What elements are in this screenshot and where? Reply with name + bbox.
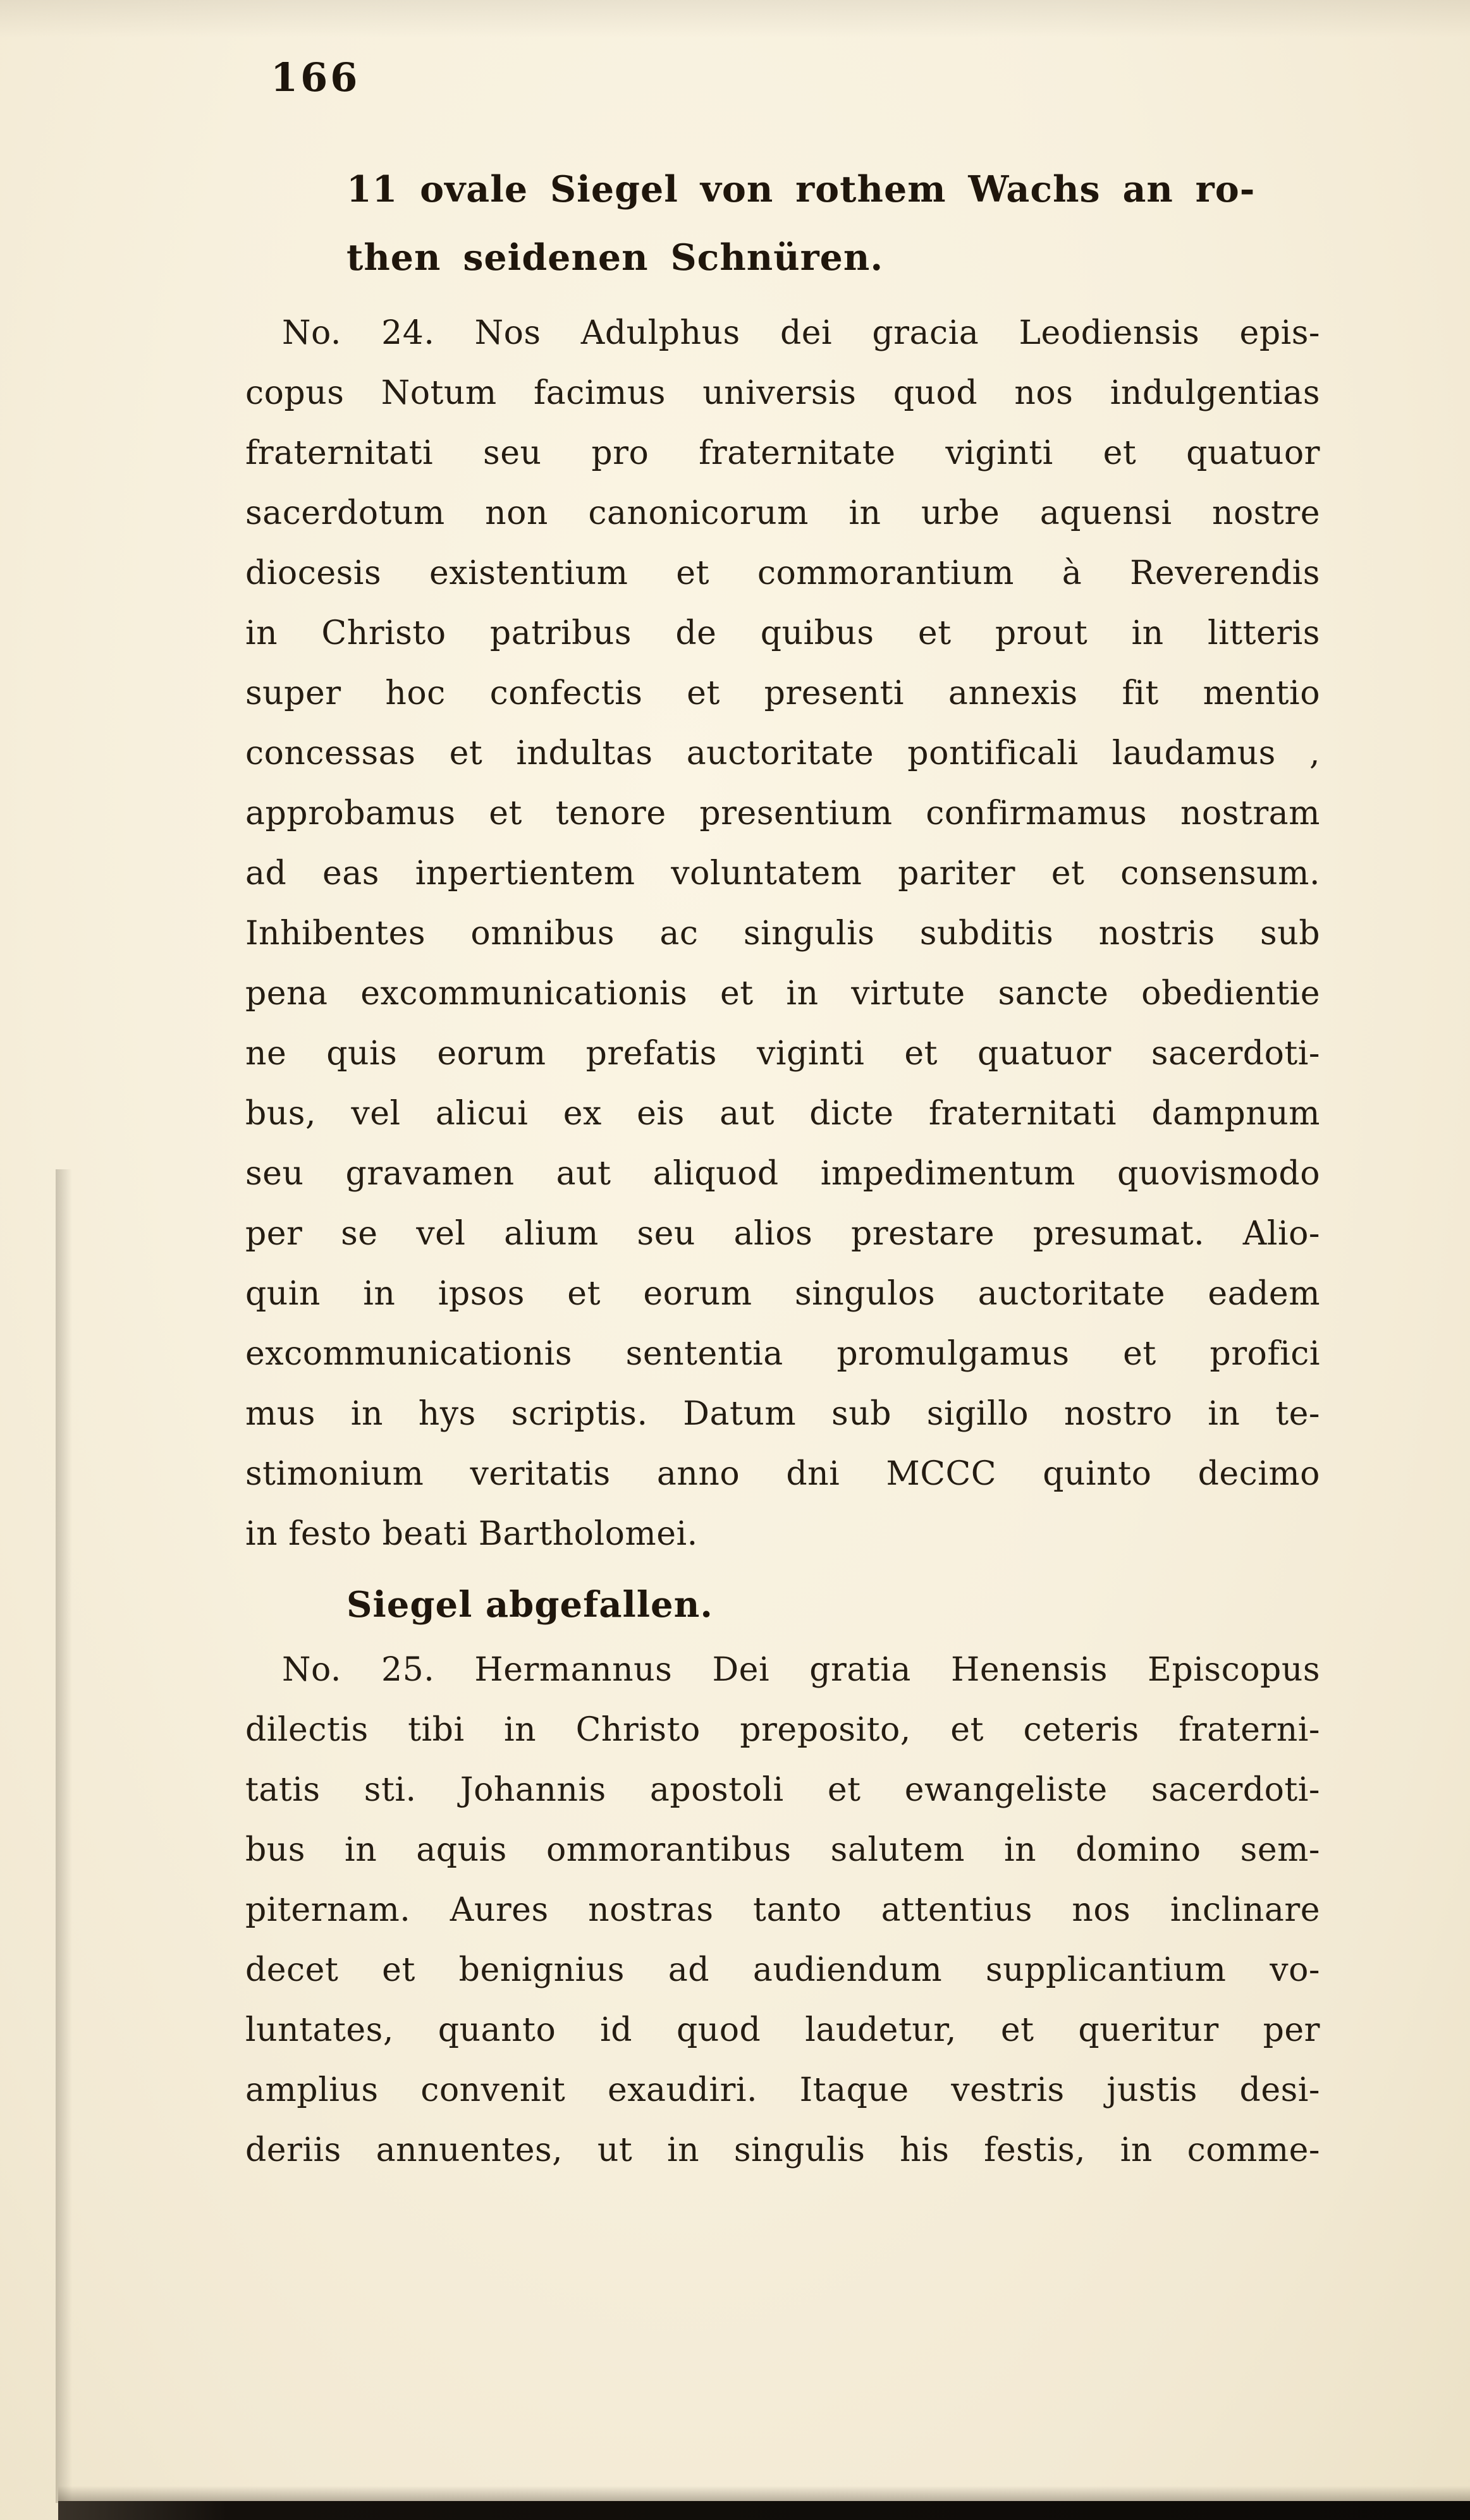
text-line: in festo beati Bartholomei. [245, 1515, 698, 1553]
scan-shadow-top [0, 0, 1470, 38]
text-line: bus in aquis ommorantibus salutem in domino sem- [245, 1831, 1320, 1869]
seal-note: Siegel abgefallen. [346, 1584, 713, 1626]
text-line: piternam. Aures nostras tanto attentius nos inclinare [245, 1891, 1320, 1929]
text-line: per se vel alium seu alios prestare presumat. Alio- [245, 1215, 1320, 1253]
text-line: excommunicationis sententia promulgamus et profici [245, 1335, 1320, 1373]
entry-no-25 [245, 1640, 1320, 2181]
entry-no-24 [245, 303, 1320, 1564]
text-line: pena excommunicationis et in virtute sancte obedientie [245, 975, 1320, 1013]
text-line: super hoc confectis et presenti annexis fit mentio [245, 674, 1320, 712]
text-line: approbamus et tenore presentium confirmamus nostram [245, 794, 1320, 832]
text-line: dilectis tibi in Christo preposito, et ceteris fraterni- [245, 1711, 1320, 1749]
text-line: quin in ipsos et eorum singulos auctoritate eadem [245, 1275, 1320, 1313]
text-line: No. 24. Nos Adulphus dei gracia Leodiensis epis- [282, 314, 1320, 352]
text-line: sacerdotum non canonicorum in urbe aquensi nostre [245, 494, 1320, 532]
page-number: 166 [271, 54, 360, 100]
text-line: bus, vel alicui ex eis aut dicte fraternitati dampnum [245, 1095, 1320, 1133]
text-line: copus Notum facimus universis quod nos indulgentias [245, 374, 1320, 412]
text-line: mus in hys scriptis. Datum sub sigillo nostro in te- [245, 1395, 1320, 1433]
text-line: amplius convenit exaudiri. Itaque vestris justis desi- [245, 2071, 1320, 2109]
text-column [245, 155, 1320, 2181]
scan-edge-fade [58, 2486, 1470, 2502]
scan-shadow-left [56, 1169, 72, 2503]
text-line: diocesis existentium et commorantium à Reverendis [245, 554, 1320, 592]
text-line: stimonium veritatis anno dni MCCC quinto decimo [245, 1455, 1320, 1493]
text-line: deriis annuentes, ut in singulis his festis, in comme- [245, 2131, 1320, 2169]
text-line: seu gravamen aut aliquod impedimentum quovismodo [245, 1155, 1320, 1193]
scan-edge-bottom [58, 2501, 1470, 2520]
text-line: Inhibentes omnibus ac singulis subditis nostris sub [245, 915, 1320, 953]
heading-line: 11 ovale Siegel von rothem Wachs an ro- [346, 168, 1256, 210]
text-line: No. 25. Hermannus Dei gratia Henensis Episcopus [282, 1651, 1320, 1689]
text-line: ne quis eorum prefatis viginti et quatuor sacerdoti- [245, 1035, 1320, 1073]
section-heading [245, 155, 1320, 292]
text-line: decet et benignius ad audiendum supplicantium vo- [245, 1951, 1320, 1989]
text-line: in Christo patribus de quibus et prout in litteris [245, 614, 1320, 652]
text-line: ad eas inpertientem voluntatem pariter et consensum. [245, 855, 1320, 892]
text-line: tatis sti. Johannis apostoli et ewangeliste sacerdoti- [245, 1771, 1320, 1809]
text-line: fraternitati seu pro fraternitate viginti et quatuor [245, 434, 1320, 472]
heading-line: then seidenen Schnüren. [346, 236, 884, 279]
text-line: luntates, quanto id quod laudetur, et queritur per [245, 2011, 1320, 2049]
text-line: concessas et indultas auctoritate pontificali laudamus , [245, 734, 1320, 772]
